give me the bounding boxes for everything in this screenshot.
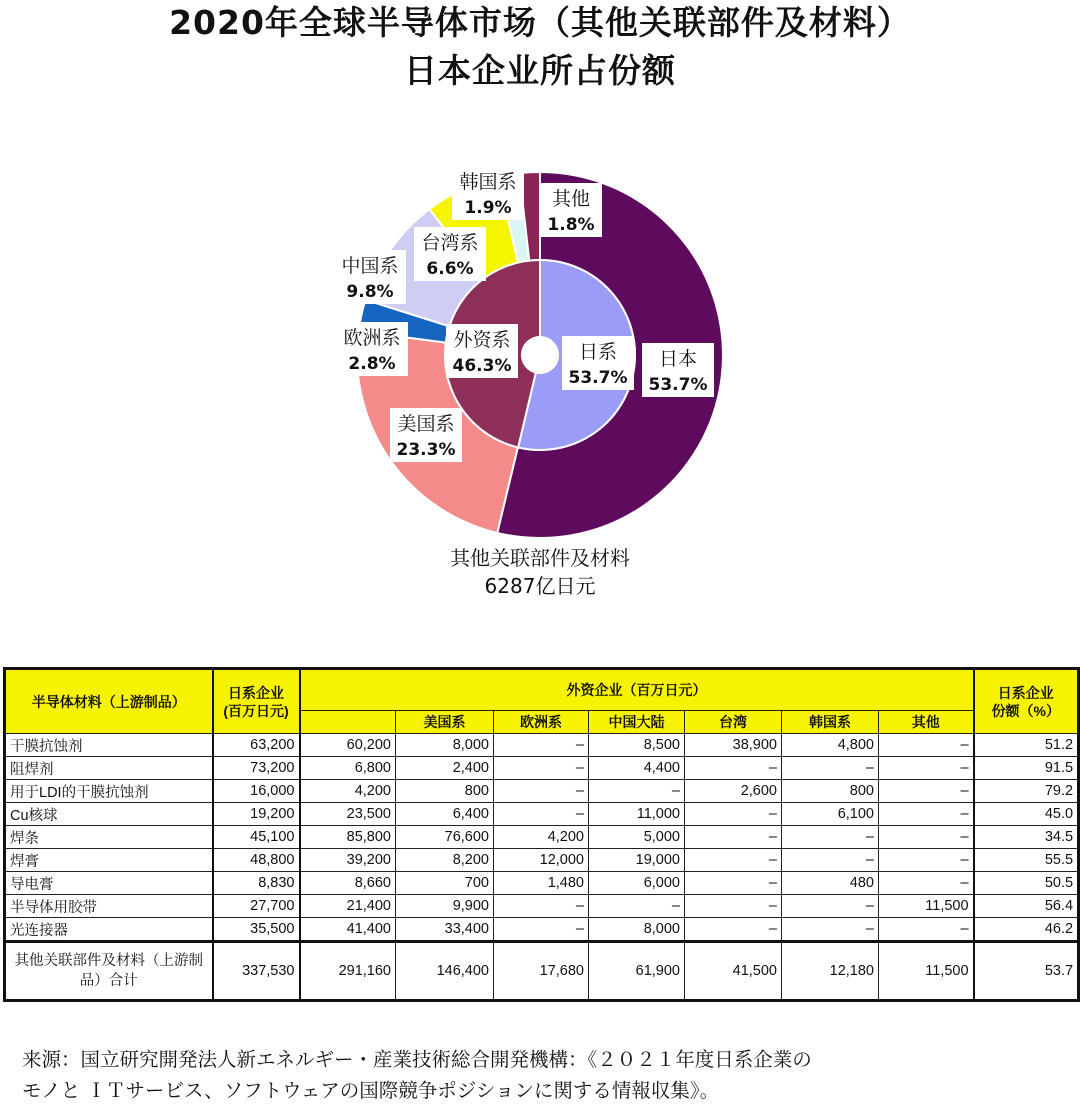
donut-hole	[522, 337, 558, 373]
cell-5: 2,600	[685, 780, 782, 803]
cell-4: 61,900	[589, 942, 685, 1001]
outer-label-name-4: 台湾系	[421, 232, 479, 254]
cell-2: 33,400	[396, 918, 494, 942]
cell-0: 48,800	[213, 849, 300, 872]
table-row-1	[5, 757, 1079, 780]
outer-label-5	[452, 166, 524, 220]
header-share: 日系企业 份额（%）	[974, 669, 1079, 734]
row-label: 光连接器	[5, 918, 213, 942]
cell-1: 85,800	[300, 826, 396, 849]
cell-4: 5,000	[589, 826, 685, 849]
cell-8: 56.4	[974, 895, 1079, 918]
cell-2: 800	[396, 780, 494, 803]
cell-8: 46.2	[974, 918, 1079, 942]
outer-label-name-2: 欧洲系	[343, 327, 401, 349]
outer-label-6	[540, 183, 602, 237]
cell-3: –	[494, 895, 589, 918]
cell-4: 11,000	[589, 803, 685, 826]
cell-2: 8,000	[396, 734, 494, 757]
header-foreign-total-blank	[300, 711, 396, 734]
cell-1: 21,400	[300, 895, 396, 918]
table-row-5	[5, 849, 1079, 872]
cell-0: 73,200	[213, 757, 300, 780]
outer-label-value-3: 9.8%	[346, 282, 394, 302]
cell-2: 76,600	[396, 826, 494, 849]
cell-4: 4,400	[589, 757, 685, 780]
cell-1: 4,200	[300, 780, 396, 803]
outer-label-name-1: 美国系	[397, 413, 455, 435]
cell-2: 9,900	[396, 895, 494, 918]
cell-8: 34.5	[974, 826, 1079, 849]
cell-6: –	[782, 895, 879, 918]
cell-6: –	[782, 826, 879, 849]
cell-5: –	[685, 918, 782, 942]
outer-label-value-2: 2.8%	[348, 354, 396, 374]
cell-4: 8,000	[589, 918, 685, 942]
data-table	[3, 667, 1080, 1002]
row-label: 焊条	[5, 826, 213, 849]
row-label: 半导体用胶带	[5, 895, 213, 918]
outer-label-2	[336, 322, 408, 376]
row-label: 导电膏	[5, 872, 213, 895]
table-row-2	[5, 780, 1079, 803]
cell-7: –	[879, 918, 974, 942]
cell-1: 8,660	[300, 872, 396, 895]
cell-3: –	[494, 918, 589, 942]
cell-6: –	[782, 757, 879, 780]
inner-label-value-1: 46.3%	[452, 356, 512, 376]
market-table	[3, 667, 1077, 1002]
cell-8: 91.5	[974, 757, 1079, 780]
cell-0: 337,530	[213, 942, 300, 1001]
header-sub-1: 欧洲系	[494, 711, 589, 734]
table-row-0	[5, 734, 1079, 757]
cell-1: 291,160	[300, 942, 396, 1001]
header-sub-0: 美国系	[396, 711, 494, 734]
cell-5: 41,500	[685, 942, 782, 1001]
cell-4: –	[589, 895, 685, 918]
cell-6: 6,100	[782, 803, 879, 826]
cell-5: –	[685, 895, 782, 918]
chart-title-line-2: 日本企业所占份额	[404, 51, 676, 90]
cell-8: 50.5	[974, 872, 1079, 895]
cell-3: 4,200	[494, 826, 589, 849]
header-sub-2: 中国大陆	[589, 711, 685, 734]
header-foreign: 外资企业（百万日元）	[300, 669, 974, 711]
outer-label-name-0: 日本	[658, 348, 698, 370]
outer-label-value-0: 53.7%	[648, 375, 708, 395]
cell-5: –	[685, 849, 782, 872]
row-label: Cu核球	[5, 803, 213, 826]
source-line-1: 来源：国立研究開発法人新エネルギー・産業技術総合開発機構：《２０２１年度日系企業の	[22, 1048, 812, 1071]
source-note	[22, 1044, 1072, 1106]
cell-7: –	[879, 849, 974, 872]
header-sub-5: 其他	[879, 711, 974, 734]
cell-7: 11,500	[879, 895, 974, 918]
cell-6: 480	[782, 872, 879, 895]
cell-3: 1,480	[494, 872, 589, 895]
cell-3: –	[494, 757, 589, 780]
outer-label-value-6: 1.8%	[547, 215, 595, 235]
outer-label-1	[390, 408, 462, 462]
cell-1: 6,800	[300, 757, 396, 780]
outer-label-name-6: 其他	[551, 188, 591, 210]
cell-3: –	[494, 734, 589, 757]
cell-0: 63,200	[213, 734, 300, 757]
row-label: 阻焊剂	[5, 757, 213, 780]
cell-6: 800	[782, 780, 879, 803]
cell-7: –	[879, 826, 974, 849]
cell-7: –	[879, 803, 974, 826]
cell-7: 11,500	[879, 942, 974, 1001]
cell-1: 39,200	[300, 849, 396, 872]
row-label: 其他关联部件及材料（上游制品）合计	[5, 942, 213, 1001]
cell-8: 53.7	[974, 942, 1079, 1001]
outer-label-0	[642, 343, 714, 397]
table-row-8	[5, 918, 1079, 942]
table-row-6	[5, 872, 1079, 895]
cell-8: 51.2	[974, 734, 1079, 757]
cell-6: –	[782, 918, 879, 942]
outer-label-3	[334, 250, 406, 304]
inner-label-value-0: 53.7%	[568, 368, 628, 388]
cell-2: 146,400	[396, 942, 494, 1001]
cell-7: –	[879, 872, 974, 895]
cell-5: 38,900	[685, 734, 782, 757]
cell-0: 19,200	[213, 803, 300, 826]
table-row-4	[5, 826, 1079, 849]
header-sub-3: 台湾	[685, 711, 782, 734]
chart-title-line-1: 2020年全球半导体市场（其他关联部件及材料）	[169, 3, 911, 42]
outer-label-value-5: 1.9%	[464, 198, 512, 218]
cell-3: –	[494, 803, 589, 826]
row-label: 焊膏	[5, 849, 213, 872]
outer-label-4	[414, 227, 486, 281]
outer-label-value-1: 23.3%	[396, 440, 456, 460]
outer-label-name-5: 韩国系	[459, 171, 517, 193]
cell-5: –	[685, 872, 782, 895]
inner-label-0	[562, 336, 634, 390]
cell-7: –	[879, 734, 974, 757]
row-label: 干膜抗蚀剂	[5, 734, 213, 757]
cell-8: 79.2	[974, 780, 1079, 803]
cell-1: 23,500	[300, 803, 396, 826]
cell-4: –	[589, 780, 685, 803]
cell-8: 45.0	[974, 803, 1079, 826]
cell-0: 45,100	[213, 826, 300, 849]
cell-3: 12,000	[494, 849, 589, 872]
outer-label-value-4: 6.6%	[426, 259, 474, 279]
inner-label-1	[446, 324, 518, 378]
cell-8: 55.5	[974, 849, 1079, 872]
table-row-total	[5, 942, 1079, 1001]
header-sub-4: 韩国系	[782, 711, 879, 734]
cell-3: 17,680	[494, 942, 589, 1001]
chart-caption-category: 其他关联部件及材料	[450, 546, 630, 570]
cell-6: 4,800	[782, 734, 879, 757]
cell-4: 6,000	[589, 872, 685, 895]
source-line-2: モノと ＩＴサービス、ソフトウェアの国際競争ポジションに関する情報収集》。	[22, 1079, 720, 1102]
cell-6: –	[782, 849, 879, 872]
cell-5: –	[685, 757, 782, 780]
cell-4: 8,500	[589, 734, 685, 757]
cell-6: 12,180	[782, 942, 879, 1001]
outer-label-name-3: 中国系	[341, 255, 399, 277]
cell-2: 8,200	[396, 849, 494, 872]
cell-5: –	[685, 803, 782, 826]
cell-7: –	[879, 757, 974, 780]
cell-7: –	[879, 780, 974, 803]
inner-label-name-0: 日系	[578, 341, 618, 363]
table-row-3	[5, 803, 1079, 826]
cell-2: 700	[396, 872, 494, 895]
cell-0: 35,500	[213, 918, 300, 942]
cell-2: 2,400	[396, 757, 494, 780]
inner-label-name-1: 外资系	[453, 329, 511, 351]
header-material: 半导体材料（上游制品）	[5, 669, 213, 734]
cell-1: 41,400	[300, 918, 396, 942]
cell-0: 27,700	[213, 895, 300, 918]
cell-0: 16,000	[213, 780, 300, 803]
table-row-7	[5, 895, 1079, 918]
chart-caption-total: 6287亿日元	[484, 574, 596, 598]
cell-0: 8,830	[213, 872, 300, 895]
cell-1: 60,200	[300, 734, 396, 757]
cell-3: –	[494, 780, 589, 803]
cell-4: 19,000	[589, 849, 685, 872]
cell-5: –	[685, 826, 782, 849]
header-japan: 日系企业 (百万日元)	[213, 669, 300, 734]
row-label: 用于LDI的干膜抗蚀剂	[5, 780, 213, 803]
cell-2: 6,400	[396, 803, 494, 826]
